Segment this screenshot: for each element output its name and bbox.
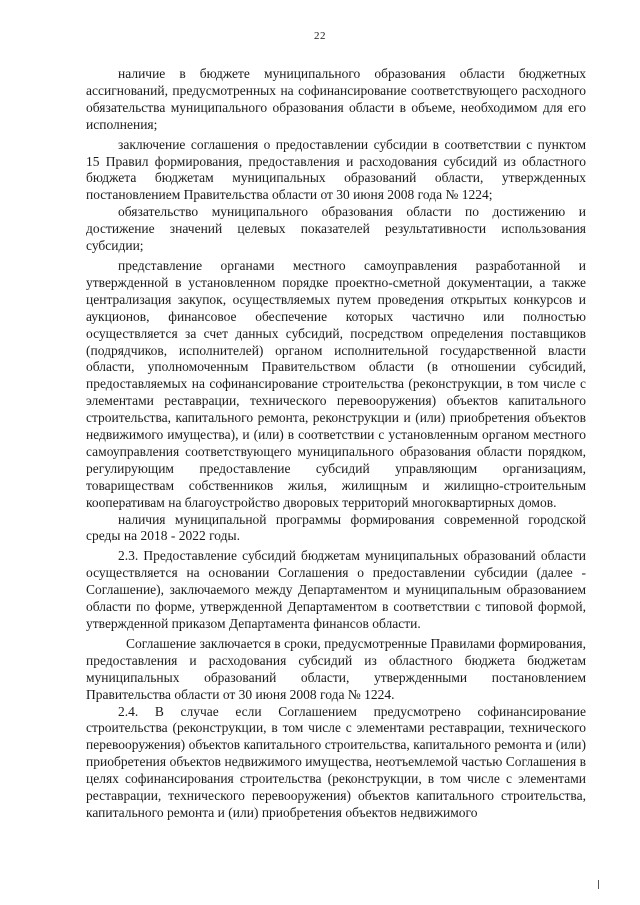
page-number: 22 <box>314 30 326 42</box>
paragraph-section-2-4: 2.4. В случае если Соглашением предусмотрено софинансирование строительства (реконструкции, в том числе с элементами реставрации, технического перевооружения) объектов капитального строительства, капитального ремонта и (или) приобретения объектов недвижимого имущества, неотъемлемой частью Соглашения в целях софинансирования строительства (реконструкции, в том числе с элементами реставрации, технического перевооружения) объектов капитального строительства, капитального ремонта и (или) приобретения объектов недвижимого <box>86 703 586 820</box>
paragraph-target-indicators: обязательство муниципального образования области по достижению и достижение значений целевых показателей результативности использования субсидии; <box>86 204 586 254</box>
paragraph-agreement-terms: Соглашение заключается в сроки, предусмотренные Правилами формирования, предоставления и расходования субсидий из областного бюджета бюджетам муниципальных образований области, утвержденными постановлением Правительства области от 30 июня 2008 года № 1224. <box>86 635 586 702</box>
margin-mark <box>598 880 599 889</box>
paragraph-subsidy-agreement: заключение соглашения о предоставлении субсидии в соответствии с пунктом 15 Правил формирования, предоставления и расходования субсидий из областного бюджета бюджетам муниципальных образований области, утвержденных постановлением Правительства области от 30 июня 2008 года № 1224; <box>86 136 586 203</box>
body-text <box>86 66 586 822</box>
paragraph-section-2-3: 2.3. Предоставление субсидий бюджетам муниципальных образований области осуществляется на основании Соглашения о предоставлении субсидии (далее - Соглашение), заключаемого между Департаментом и муниципальным образованием области по форме, утвержденной Департаментом в соответствии с типовой формой, утвержденной приказом Департамента финансов области. <box>86 548 586 631</box>
paragraph-design-documentation: представление органами местного самоуправления разработанной и утвержденной в установленном порядке проектно-сметной документации, а также централизация закупок, осуществляемых путем проведения открытых конкурсов и аукционов, финансовое обеспечение которых частично или полностью осуществляется за счет данных субсидий, посредством определения поставщиков (подрядчиков, исполнителей) органом исполнительной государственной власти области, уполномоченным Правительством области (в отношении субсидий, предоставляемых на софинансирование строительства (реконструкции, в том числе с элементами реставрации, технического перевооружения) объектов капитального строительства, капитального ремонта, реконструкции и (или) приобретения объектов недвижимого имущества), и (или) в соответствии с установленным органом местного самоуправления соответствующего муниципального образования области порядком, регулирующим предоставление субсидий управляющим организациям, товариществам собственников жилья, жилищным и жилищно-строительным кооперативам на благоустройство дворовых территорий многоквартирных домов. <box>86 257 586 510</box>
paragraph-budget-allocations: наличие в бюджете муниципального образования области бюджетных ассигнований, предусмотренных на софинансирование соответствующего расходного обязательства муниципального образования области в объеме, необходимом для его исполнения; <box>86 66 586 132</box>
paragraph-municipal-program: наличия муниципальной программы формирования современной городской среды на 2018 - 2022 годы. <box>86 511 586 544</box>
